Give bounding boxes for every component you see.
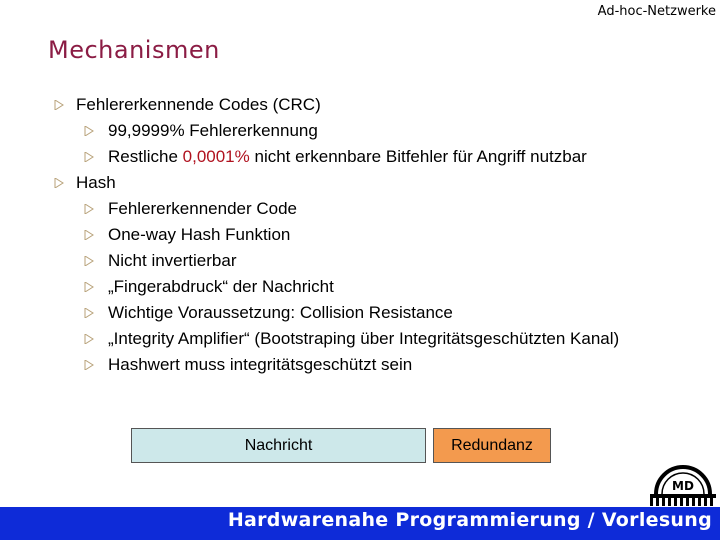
message-box: Nachricht	[131, 428, 426, 463]
bullet-arrow-icon	[84, 152, 94, 162]
redundancy-box: Redundanz	[433, 428, 551, 463]
bullet-arrow-icon	[84, 126, 94, 136]
bullet-arrow-icon	[84, 308, 94, 318]
bullet-hash-item-label: Nicht invertierbar	[108, 251, 237, 270]
bullet-arrow-icon	[84, 230, 94, 240]
bullet-hash-item-label: One-way Hash Funktion	[108, 225, 291, 244]
footer-bar	[0, 507, 720, 540]
bullet-crc-sub2-highlight: 0,0001%	[182, 147, 250, 166]
bullet-hash-item-label: Wichtige Voraussetzung: Collision Resistance	[108, 303, 453, 322]
bullet-arrow-icon	[84, 334, 94, 344]
bullet-hash-label: Hash	[76, 173, 116, 192]
university-logo-icon	[646, 456, 720, 508]
logo-text: MD	[672, 479, 694, 493]
bullet-crc-sub2-post: nicht erkennbare Bitfehler für Angriff nutzbar	[249, 147, 587, 166]
bullet-hash-item-label: „Integrity Amplifier“ (Bootstraping über Integritätsgeschützten Kanal)	[108, 329, 620, 348]
footer-text: Hardwarenahe Programmierung / Vorlesung	[227, 509, 712, 531]
bullet-arrow-icon	[84, 204, 94, 214]
bullet-crc-sub2-pre: Restliche	[108, 147, 183, 166]
bullet-crc-label: Fehlererkennende Codes (CRC)	[76, 95, 321, 114]
bullet-arrow-icon	[84, 360, 94, 370]
bullet-arrow-icon	[84, 282, 94, 292]
bullet-hash-item-label: „Fingerabdruck“ der Nachricht	[108, 277, 334, 296]
header-label: Ad-hoc-Netzwerke	[597, 4, 716, 19]
bullet-crc-sub2-label	[108, 144, 587, 170]
slide-title: Mechanismen	[48, 36, 220, 64]
bullet-arrow-icon	[84, 256, 94, 266]
bullet-arrow-icon	[54, 178, 64, 188]
bullet-arrow-icon	[54, 100, 64, 110]
bullet-crc-sub1-label: 99,9999% Fehlererkennung	[108, 121, 318, 140]
bullet-hash-item-label: Hashwert muss integritätsgeschützt sein	[108, 355, 413, 374]
bullet-hash-item-label: Fehlererkennender Code	[108, 199, 298, 218]
